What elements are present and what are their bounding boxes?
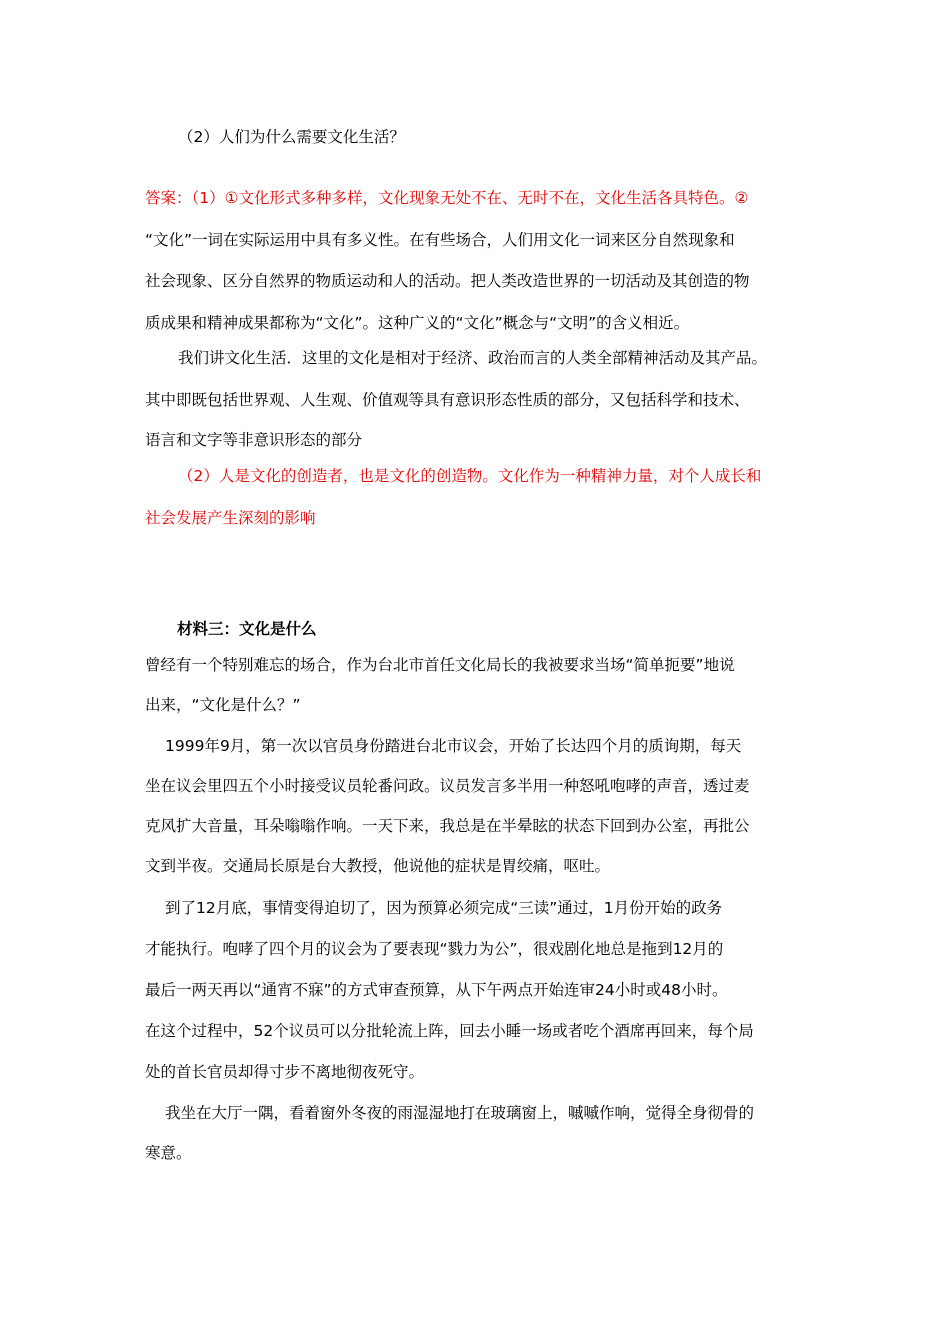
m3-p2-line-1: 1999年9月，第一次以官员身份踏进台北市议会，开始了长达四个月的质询期，每天 — [165, 737, 742, 755]
answer-p3-line-1: （2）人是文化的创造者，也是文化的创造物。文化作为一种精神力量，对个人成长和 — [178, 467, 762, 485]
answer-p1-line-1: “文化”一词在实际运用中具有多义性。在有些场合，人们用文化一词来区分自然现象和 — [145, 231, 735, 249]
answer-line-1: 答案：（1）①文化形式多种多样，文化现象无处不在、无时不在，文化生活各具特色。② — [145, 189, 749, 207]
answer-p3-line-2: 社会发展产生深刻的影响 — [145, 509, 316, 527]
m3-p1-line-1: 曾经有一个特别难忘的场合，作为台北市首任文化局长的我被要求当场“简单扼要”地说 — [145, 656, 735, 674]
m3-p2-line-4: 文到半夜。交通局长原是台大教授，他说他的症状是胃绞痛，呕吐。 — [145, 857, 611, 875]
m3-p3-line-1: 到了12月底，事情变得迫切了，因为预算必须完成“三读”通过，1月份开始的政务 — [165, 899, 723, 917]
question-2: （2）人们为什么需要文化生活？ — [178, 128, 405, 146]
answer-p2-line-1: 我们讲文化生活．这里的文化是相对于经济、政治而言的人类全部精神活动及其产品。 — [178, 349, 768, 367]
m3-p3-line-3: 最后一两天再以“通宵不寐”的方式审查预算，从下午两点开始连审24小时或48小时。 — [145, 981, 728, 999]
m3-p4-line-2: 寒意。 — [145, 1144, 192, 1162]
answer-p2-line-2: 其中即既包括世界观、人生观、价值观等具有意识形态性质的部分，又包括科学和技术、 — [145, 391, 750, 409]
m3-p4-line-1: 我坐在大厅一隅，看着窗外冬夜的雨湿湿地打在玻璃窗上，嘁嘁作响，觉得全身彻骨的 — [165, 1104, 755, 1122]
m3-p3-line-5: 处的首长官员却得寸步不离地彻夜死守。 — [145, 1063, 425, 1081]
answer-p1-line-3: 质成果和精神成果都称为“文化”。这种广义的“文化”概念与“文明”的含义相近。 — [145, 314, 690, 332]
material-3-heading: 材料三：文化是什么 — [177, 620, 317, 638]
answer-p2-line-3: 语言和文字等非意识形态的部分 — [145, 431, 363, 449]
m3-p1-line-2: 出来，“文化是什么？” — [145, 696, 301, 714]
m3-p2-line-2: 坐在议会里四五个小时接受议员轮番问政。议员发言多半用一种怒吼咆哮的声音，透过麦 — [145, 777, 750, 795]
m3-p2-line-3: 克风扩大音量，耳朵嗡嗡作响。一天下来，我总是在半晕眩的状态下回到办公室，再批公 — [145, 817, 750, 835]
m3-p3-line-4: 在这个过程中，52个议员可以分批轮流上阵，回去小睡一场或者吃个酒席再回来，每个局 — [145, 1022, 754, 1040]
m3-p3-line-2: 才能执行。咆哮了四个月的议会为了要表现“戮力为公”，很戏剧化地总是拖到12月的 — [145, 940, 724, 958]
answer-p1-line-2: 社会现象、区分自然界的物质运动和人的活动。把人类改造世界的一切活动及其创造的物 — [145, 272, 750, 290]
